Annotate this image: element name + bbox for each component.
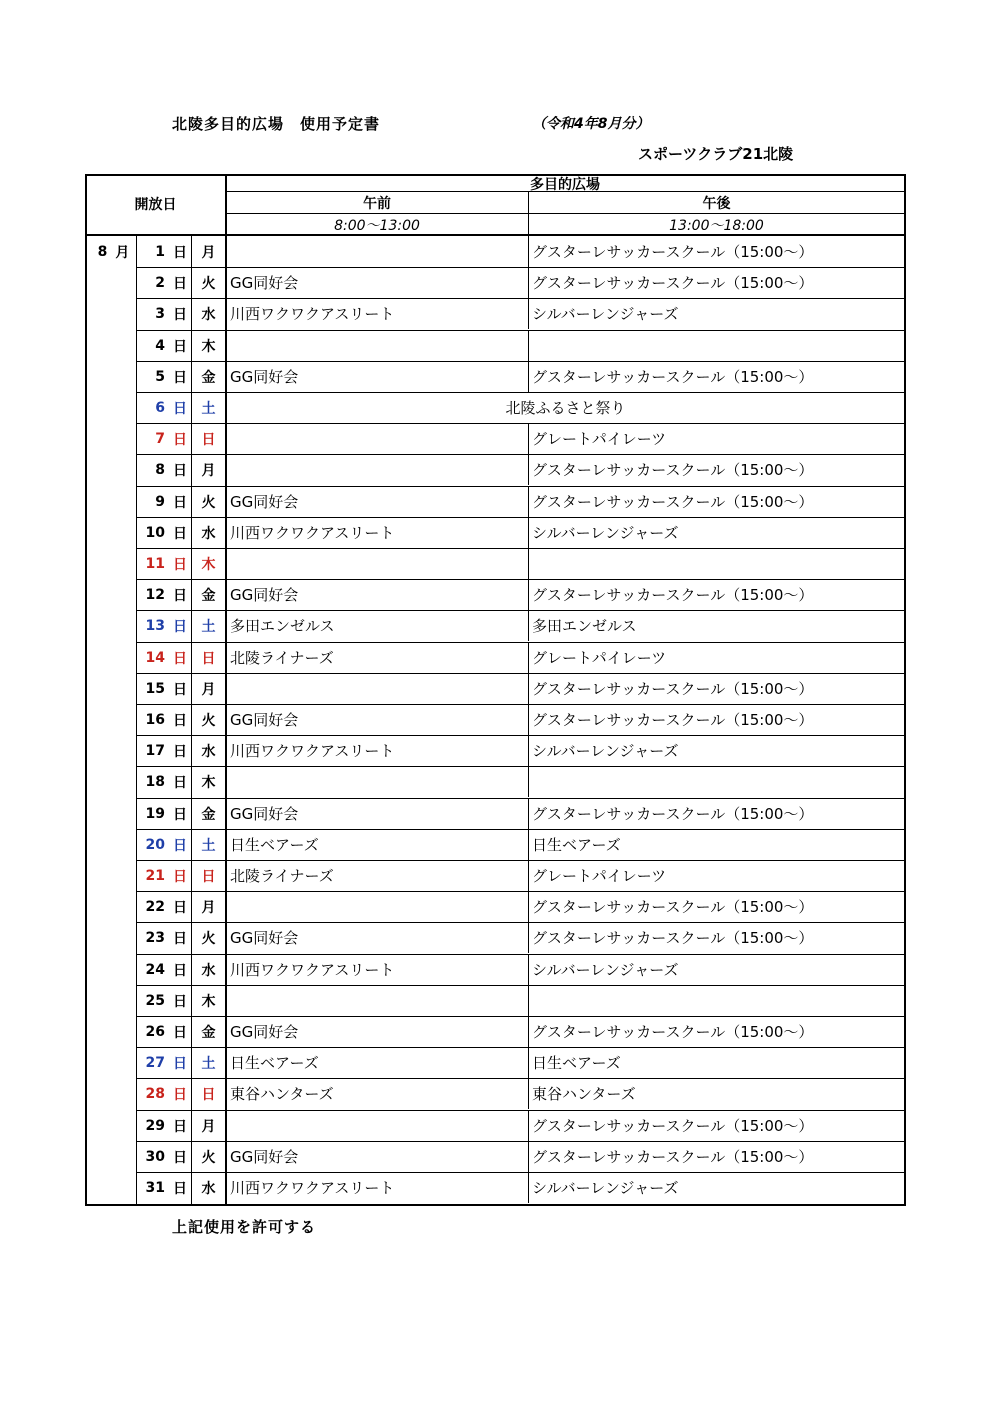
am-cell: 東谷ハンターズ xyxy=(230,1085,334,1103)
document-period: （令和4年8月分） xyxy=(532,116,650,132)
day-unit: 日 xyxy=(173,712,187,729)
day-number: 7 xyxy=(155,430,165,447)
am-cell: 日生ベアーズ xyxy=(230,836,319,854)
day-unit: 日 xyxy=(173,525,187,542)
pm-cell xyxy=(529,985,907,1016)
weekday-cell: 火 xyxy=(201,494,216,511)
pm-cell: グスターレサッカースクール（15:00～） xyxy=(532,929,814,947)
day-number: 28 xyxy=(145,1085,165,1102)
day-cell xyxy=(137,1141,191,1172)
day-unit: 日 xyxy=(173,306,187,323)
pm-cell: グスターレサッカースクール（15:00～） xyxy=(532,586,814,604)
weekday-cell: 土 xyxy=(201,837,216,854)
weekday-cell: 土 xyxy=(201,400,216,417)
open-day-header: 開放日 xyxy=(134,197,177,213)
weekday-cell: 火 xyxy=(201,1149,216,1166)
day-number: 3 xyxy=(155,305,165,322)
day-number: 18 xyxy=(145,773,165,790)
day-unit: 日 xyxy=(173,806,187,823)
weekday-cell: 木 xyxy=(201,774,216,791)
pm-cell: シルバーレンジャーズ xyxy=(532,742,679,760)
weekday-cell: 金 xyxy=(201,587,216,604)
pm-cell: グスターレサッカースクール（15:00～） xyxy=(532,274,814,292)
day-cell xyxy=(137,891,191,922)
am-cell xyxy=(227,985,530,1016)
weekday-cell: 土 xyxy=(201,1055,216,1072)
day-number: 12 xyxy=(145,586,165,603)
am-cell: GG同好会 xyxy=(230,586,299,604)
pm-header: 午後 xyxy=(702,196,731,212)
weekday-cell: 金 xyxy=(201,806,216,823)
pm-cell: グレートパイレーツ xyxy=(532,430,667,448)
am-cell: GG同好会 xyxy=(230,711,299,729)
day-number: 29 xyxy=(145,1117,165,1134)
day-cell xyxy=(137,1172,191,1203)
day-unit: 日 xyxy=(173,1180,187,1197)
day-cell xyxy=(137,642,191,673)
weekday-cell: 水 xyxy=(201,743,216,760)
facility-header: 多目的広場 xyxy=(530,176,600,191)
day-unit: 日 xyxy=(173,681,187,698)
weekday-cell: 木 xyxy=(201,338,216,355)
am-cell xyxy=(227,891,530,922)
am-cell xyxy=(227,236,530,267)
pm-cell: シルバーレンジャーズ xyxy=(532,1179,679,1197)
am-cell: GG同好会 xyxy=(230,1148,299,1166)
day-unit: 日 xyxy=(173,868,187,885)
weekday-cell: 火 xyxy=(201,275,216,292)
day-unit: 日 xyxy=(173,1149,187,1166)
pm-cell: グスターレサッカースクール（15:00～） xyxy=(532,898,814,916)
am-cell xyxy=(227,766,530,797)
day-unit: 日 xyxy=(173,275,187,292)
day-number: 13 xyxy=(145,617,165,634)
day-unit: 日 xyxy=(173,899,187,916)
pm-cell: 東谷ハンターズ xyxy=(532,1085,636,1103)
day-unit: 日 xyxy=(173,400,187,417)
day-number: 4 xyxy=(155,337,165,354)
day-unit: 日 xyxy=(173,369,187,386)
pm-cell: グスターレサッカースクール（15:00～） xyxy=(532,805,814,823)
am-cell: 川西ワクワクアスリート xyxy=(230,961,395,979)
pm-cell: グスターレサッカースクール（15:00～） xyxy=(532,243,814,261)
day-number: 6 xyxy=(155,399,165,416)
day-number: 8 xyxy=(155,461,165,478)
day-number: 30 xyxy=(145,1148,165,1165)
day-cell xyxy=(137,1110,191,1141)
day-number: 31 xyxy=(145,1179,165,1196)
am-cell xyxy=(227,1110,530,1141)
day-number: 10 xyxy=(145,524,165,541)
day-unit: 日 xyxy=(173,462,187,479)
am-cell xyxy=(227,330,530,361)
day-cell xyxy=(137,860,191,891)
day-unit: 日 xyxy=(173,837,187,854)
day-unit: 日 xyxy=(173,587,187,604)
day-cell xyxy=(137,704,191,735)
month-number: 8 xyxy=(97,244,108,260)
day-cell xyxy=(137,267,191,298)
day-unit: 日 xyxy=(173,494,187,511)
am-cell: 多田エンゼルス xyxy=(230,617,335,635)
pm-cell: グスターレサッカースクール（15:00～） xyxy=(532,1148,814,1166)
day-cell xyxy=(137,517,191,548)
pm-cell: グスターレサッカースクール（15:00～） xyxy=(532,461,814,479)
day-cell xyxy=(137,673,191,704)
weekday-cell: 水 xyxy=(201,306,216,323)
day-cell xyxy=(137,610,191,641)
pm-cell xyxy=(529,766,907,797)
table-border-top xyxy=(85,174,906,176)
day-unit: 日 xyxy=(173,618,187,635)
pm-cell: グスターレサッカースクール（15:00～） xyxy=(532,1117,814,1135)
day-cell xyxy=(137,829,191,860)
day-cell xyxy=(137,579,191,610)
day-unit: 日 xyxy=(173,1055,187,1072)
weekday-cell: 火 xyxy=(201,712,216,729)
pm-cell: シルバーレンジャーズ xyxy=(532,524,679,542)
am-cell: 北陵ライナーズ xyxy=(230,867,334,885)
am-cell: 川西ワクワクアスリート xyxy=(230,742,395,760)
weekday-cell: 月 xyxy=(201,681,216,698)
day-cell xyxy=(137,735,191,766)
day-cell xyxy=(137,1078,191,1109)
day-unit: 日 xyxy=(173,1024,187,1041)
month-label xyxy=(91,238,136,266)
pm-cell: グレートパイレーツ xyxy=(532,867,667,885)
table-border-left xyxy=(85,174,87,1206)
pm-cell: グスターレサッカースクール（15:00～） xyxy=(532,711,814,729)
am-cell xyxy=(227,548,530,579)
day-cell xyxy=(137,1016,191,1047)
am-time-range: 8:00～13:00 xyxy=(334,218,420,234)
day-cell xyxy=(137,922,191,953)
weekday-cell: 金 xyxy=(201,369,216,386)
am-cell: GG同好会 xyxy=(230,929,299,947)
day-unit: 日 xyxy=(173,774,187,791)
am-cell: 北陵ライナーズ xyxy=(230,649,334,667)
weekday-cell: 日 xyxy=(201,1086,216,1103)
am-cell: GG同好会 xyxy=(230,1023,299,1041)
pm-cell xyxy=(529,330,907,361)
am-cell: 川西ワクワクアスリート xyxy=(230,305,395,323)
event-cell: 北陵ふるさと祭り xyxy=(505,399,626,417)
month-unit: 月 xyxy=(115,245,130,261)
day-cell xyxy=(137,954,191,985)
document-title: 北陵多目的広場 使用予定書 xyxy=(172,115,381,133)
am-cell: 川西ワクワクアスリート xyxy=(230,524,395,542)
pm-cell: シルバーレンジャーズ xyxy=(532,961,679,979)
day-cell xyxy=(137,1047,191,1078)
day-unit: 日 xyxy=(173,1118,187,1135)
pm-cell: シルバーレンジャーズ xyxy=(532,305,679,323)
weekday-cell: 月 xyxy=(201,244,216,261)
day-cell xyxy=(137,548,191,579)
weekday-cell: 日 xyxy=(201,431,216,448)
am-cell: GG同好会 xyxy=(230,493,299,511)
pm-cell xyxy=(529,548,907,579)
weekday-cell: 水 xyxy=(201,1180,216,1197)
day-cell xyxy=(137,361,191,392)
weekday-cell: 金 xyxy=(201,1024,216,1041)
day-number: 9 xyxy=(155,493,165,510)
day-cell xyxy=(137,798,191,829)
weekday-cell: 水 xyxy=(201,525,216,542)
day-unit: 日 xyxy=(173,244,187,261)
day-number: 21 xyxy=(145,867,165,884)
am-cell: 日生ベアーズ xyxy=(230,1054,319,1072)
weekday-cell: 土 xyxy=(201,618,216,635)
am-header: 午前 xyxy=(363,196,391,212)
header-rule-1 xyxy=(225,191,906,192)
approval-note: 上記使用を許可する xyxy=(172,1218,317,1236)
am-cell: 川西ワクワクアスリート xyxy=(230,1179,395,1197)
day-number: 15 xyxy=(145,680,165,697)
day-unit: 日 xyxy=(173,743,187,760)
pm-time-range: 13:00～18:00 xyxy=(669,218,764,234)
pm-cell: 日生ベアーズ xyxy=(532,1054,621,1072)
day-cell xyxy=(137,486,191,517)
schedule-table xyxy=(85,174,906,1206)
am-cell xyxy=(227,454,530,485)
day-number: 2 xyxy=(155,274,165,291)
weekday-cell: 月 xyxy=(201,462,216,479)
header-rule-2 xyxy=(225,213,906,214)
organization-name: スポーツクラブ21北陵 xyxy=(638,145,794,163)
weekday-cell: 火 xyxy=(201,930,216,947)
day-number: 24 xyxy=(145,961,165,978)
pm-cell: 日生ベアーズ xyxy=(532,836,621,854)
day-cell xyxy=(137,766,191,797)
day-number: 25 xyxy=(145,992,165,1009)
weekday-cell: 水 xyxy=(201,962,216,979)
day-number: 27 xyxy=(145,1054,165,1071)
pm-cell: グスターレサッカースクール（15:00～） xyxy=(532,493,814,511)
day-unit: 日 xyxy=(173,993,187,1010)
pm-cell: グレートパイレーツ xyxy=(532,649,667,667)
day-cell xyxy=(137,985,191,1016)
day-cell xyxy=(137,298,191,329)
day-cell xyxy=(137,392,191,423)
am-cell: GG同好会 xyxy=(230,368,299,386)
weekday-cell: 木 xyxy=(201,993,216,1010)
day-unit: 日 xyxy=(173,556,187,573)
day-number: 26 xyxy=(145,1023,165,1040)
day-cell xyxy=(137,330,191,361)
day-unit: 日 xyxy=(173,338,187,355)
weekday-cell: 日 xyxy=(201,868,216,885)
day-number: 1 xyxy=(155,243,165,260)
weekday-cell: 月 xyxy=(201,899,216,916)
day-number: 14 xyxy=(145,649,165,666)
am-cell: GG同好会 xyxy=(230,274,299,292)
am-pm-header-separator xyxy=(528,191,529,236)
pm-cell: 多田エンゼルス xyxy=(532,617,637,635)
day-number: 19 xyxy=(145,805,165,822)
am-cell xyxy=(227,423,530,454)
day-unit: 日 xyxy=(173,962,187,979)
day-cell xyxy=(137,423,191,454)
table-border-bottom xyxy=(85,1204,906,1206)
day-unit: 日 xyxy=(173,431,187,448)
day-unit: 日 xyxy=(173,1086,187,1103)
am-cell: GG同好会 xyxy=(230,805,299,823)
day-cell xyxy=(137,236,191,267)
weekday-cell: 木 xyxy=(201,556,216,573)
day-number: 23 xyxy=(145,929,165,946)
weekday-cell: 日 xyxy=(201,650,216,667)
am-cell xyxy=(227,673,530,704)
day-unit: 日 xyxy=(173,930,187,947)
day-unit: 日 xyxy=(173,650,187,667)
day-number: 11 xyxy=(145,555,165,572)
weekday-cell: 月 xyxy=(201,1118,216,1135)
pm-cell: グスターレサッカースクール（15:00～） xyxy=(532,1023,814,1041)
day-number: 22 xyxy=(145,898,165,915)
pm-cell: グスターレサッカースクール（15:00～） xyxy=(532,680,814,698)
pm-cell: グスターレサッカースクール（15:00～） xyxy=(532,368,814,386)
day-number: 16 xyxy=(145,711,165,728)
day-cell xyxy=(137,454,191,485)
day-number: 5 xyxy=(155,368,165,385)
day-number: 17 xyxy=(145,742,165,759)
day-number: 20 xyxy=(145,836,165,853)
